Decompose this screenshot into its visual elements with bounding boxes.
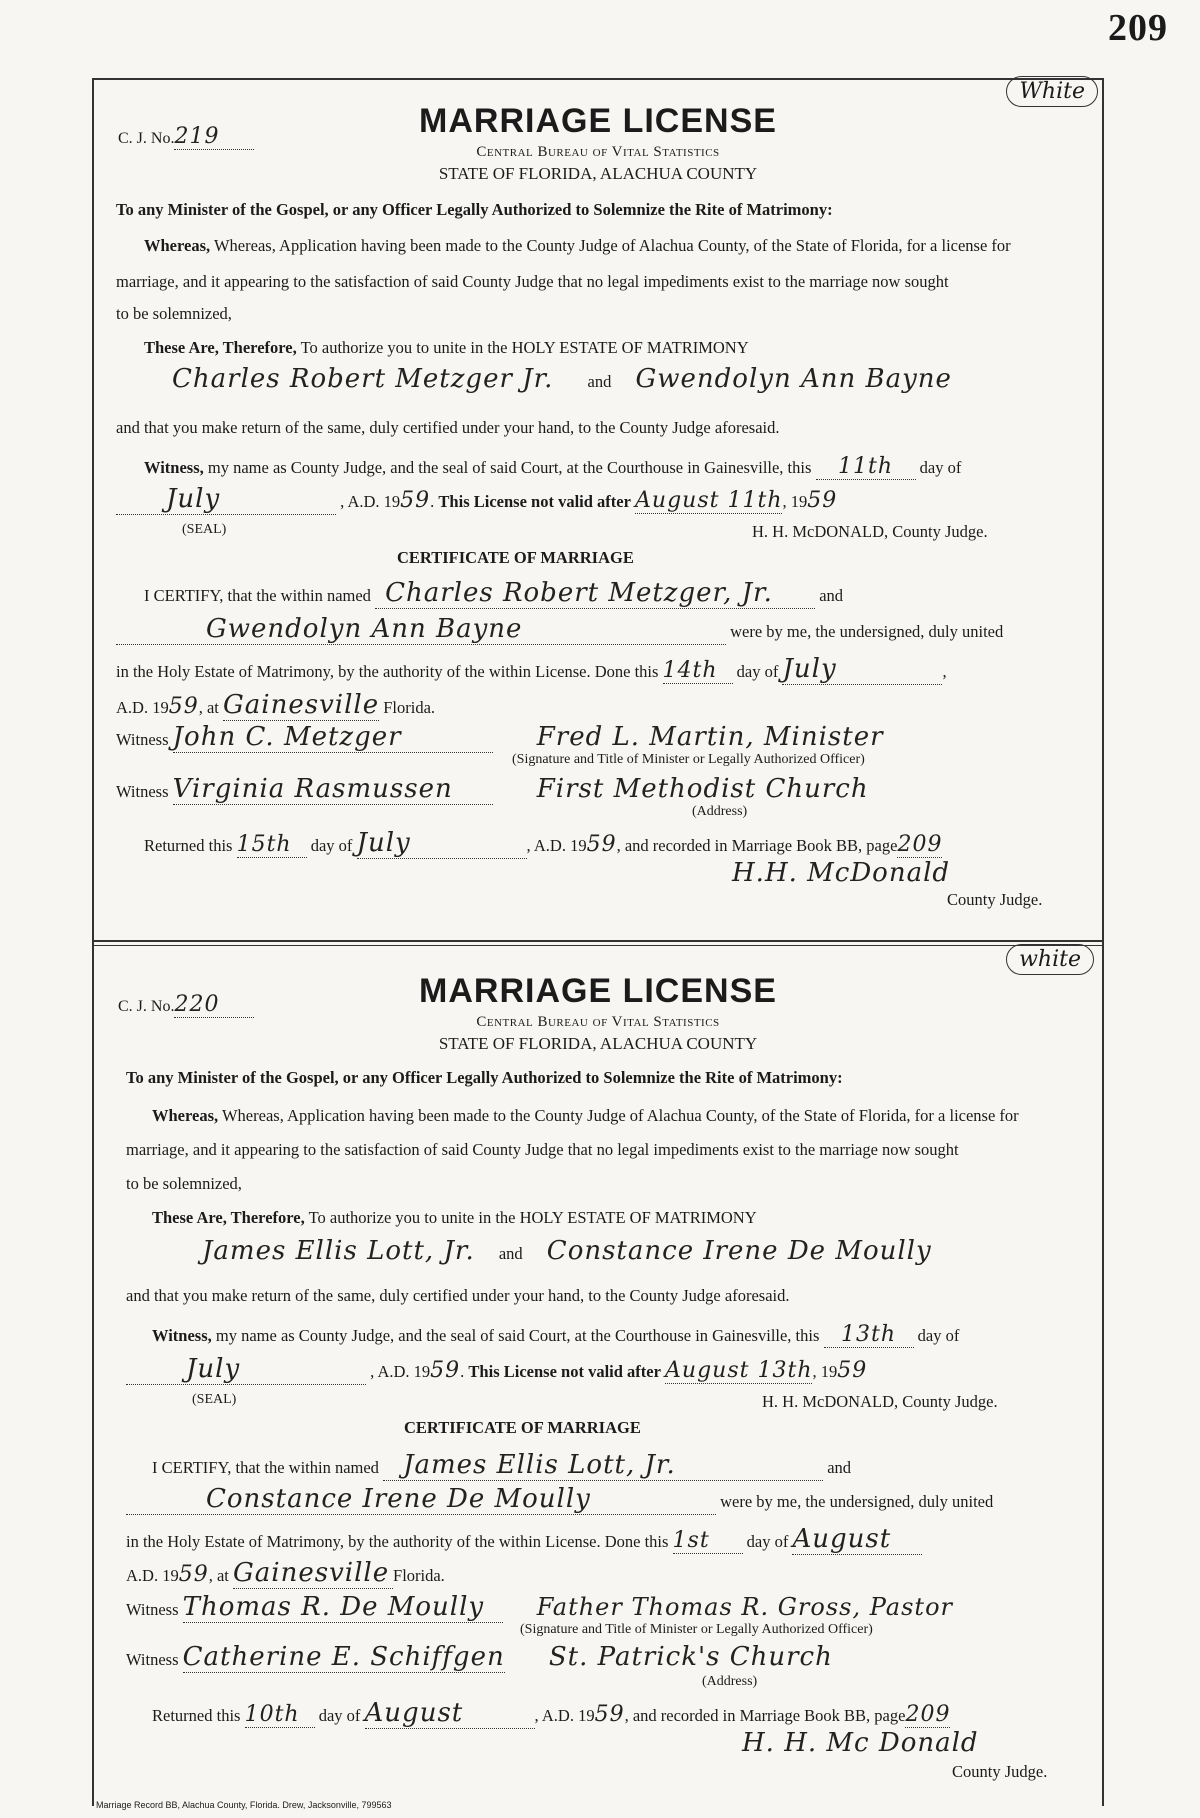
witness-line: Witness, my name as County Judge, and the seal of said Court, at the Courthouse in Gainesville, this 11th day of [144,454,962,479]
bureau-line: Central Bureau of Vital Statistics [476,144,720,160]
book-page: 209 [905,1702,951,1727]
page-number: 209 [1108,7,1168,49]
judge-name: H. H. McDONALD, County Judge. [762,1392,998,1411]
judge-signature: H.H. McDonald [732,858,951,888]
certificate-title: CERTIFICATE OF MARRIAGE [404,1418,641,1437]
church-address: First Methodist Church [536,774,869,804]
witness-2-line: Witness Catherine E. Schiffgen St. Patrick's Church [126,1642,833,1672]
whereas-line-3: to be solemnized, [126,1174,242,1193]
groom-cert: James Ellis Lott, Jr. [383,1450,823,1481]
issue-day: 11th [816,454,916,480]
issue-date-line: July , A.D. 1959. This License not valid after August 13th, 1959 [126,1354,1104,1385]
valid-until: August 11th [635,488,783,513]
issue-month: July [116,484,336,515]
cj-number: C. J. No.220 [118,992,254,1018]
bride-name: Gwendolyn Ann Bayne [635,364,952,394]
bride-cert-line: Gwendolyn Ann Bayne were by me, the undersigned, duly united [116,614,1104,645]
done-month: August [792,1524,922,1555]
witness-1: Thomas R. De Moully [183,1592,503,1623]
officiant: Fred L. Martin, Minister [536,722,884,752]
couple-names: James Ellis Lott, Jr. and Constance Irene De Moully [202,1236,932,1266]
license-title: MARRIAGE LICENSE [419,102,777,140]
judge-signature: H. H. Mc Donald [742,1728,979,1758]
returned-month: August [365,1698,535,1729]
whereas-line-2: marriage, and it appearing to the satisfaction of said County Judge that no legal impediments exist to the marriage now sought [116,272,949,291]
witness-1: John C. Metzger [173,722,493,753]
color-tag: White [1006,76,1098,107]
witness-2: Catherine E. Schiffgen [182,1642,505,1672]
cj-number: C. J. No.219 [118,124,254,150]
address-caption: (Address) [692,804,748,819]
county-line: STATE OF FLORIDA, ALACHUA COUNTY [438,164,758,183]
done-month: July [782,654,942,685]
return-line: and that you make return of the same, duly certified under your hand, to the County Judge aforesaid. [126,1286,790,1305]
returned-line: Returned this 10th day of August , A.D. 1959, and recorded in Marriage Book BB, page209 [152,1698,951,1728]
whereas-line-1: Whereas, Whereas, Application having been made to the County Judge of Alachua County, of the State of Florida, for a license for [144,236,1011,255]
returned-line: Returned this 15th day of July , A.D. 1959, and recorded in Marriage Book BB, page209 [144,828,943,858]
witness-1-line: Witness John C. Metzger Fred L. Martin, Minister [116,722,884,752]
witness-2: Virginia Rasmussen [173,774,493,805]
certify-line: I CERTIFY, that the within named James Ellis Lott, Jr. and [152,1450,852,1480]
signature-caption: (Signature and Title of Minister or Legally Authorized Officer) [512,752,865,767]
returned-day: 15th [237,832,307,858]
seal-label: (SEAL) [182,522,227,537]
couple-names: Charles Robert Metzger Jr. and Gwendolyn Ann Bayne [172,364,952,394]
certify-line: I CERTIFY, that the within named Charles Robert Metzger, Jr. and [144,578,844,608]
county-judge-label: County Judge. [947,890,1043,909]
footer-imprint: Marriage Record BB, Alachua County, Florida. Drew, Jacksonville, 799563 [96,1800,392,1810]
valid-until: August 13th [665,1358,813,1383]
officiant: Father Thomas R. Gross, Pastor [536,1593,953,1621]
signature-caption: (Signature and Title of Minister or Legally Authorized Officer) [520,1622,873,1637]
marriage-place: Gainesville [233,1558,393,1589]
done-line: in the Holy Estate of Matrimony, by the authority of the within License. Done this 1st day of August [126,1524,1104,1555]
color-tag: white [1006,944,1094,975]
address-line: To any Minister of the Gospel, or any Officer Legally Authorized to Solemnize the Rite of Matrimony: [126,1068,843,1087]
county-judge-label: County Judge. [952,1762,1048,1781]
returned-day: 10th [245,1702,315,1728]
return-line: and that you make return of the same, duly certified under your hand, to the County Judge aforesaid. [116,418,780,437]
judge-name: H. H. McDONALD, County Judge. [752,522,988,541]
groom-name: Charles Robert Metzger Jr. [172,364,554,394]
marriage-place: Gainesville [223,690,380,720]
groom-cert: Charles Robert Metzger, Jr. [375,578,815,609]
witness-2-line: Witness Virginia Rasmussen First Methodist Church [116,774,869,804]
place-line: A.D. 1959, at Gainesville Florida. [126,1558,445,1588]
license-title: MARRIAGE LICENSE [419,972,777,1010]
place-line: A.D. 1959, at Gainesville Florida. [116,690,436,720]
address-line: To any Minister of the Gospel, or any Officer Legally Authorized to Solemnize the Rite of Matrimony: [116,200,833,219]
done-day: 14th [663,658,733,684]
groom-name: James Ellis Lott, Jr. [202,1236,475,1266]
address-caption: (Address) [702,1674,758,1689]
whereas-line-2: marriage, and it appearing to the satisfaction of said County Judge that no legal impediments exist to the marriage now sought [126,1140,959,1159]
seal-label: (SEAL) [192,1392,237,1407]
authorize-line: These Are, Therefore, To authorize you to unite in the HOLY ESTATE OF MATRIMONY [152,1208,757,1227]
witness-line: Witness, my name as County Judge, and the seal of said Court, at the Courthouse in Gainesville, this 13th day of [152,1322,960,1347]
returned-month: July [357,828,527,859]
bride-name: Constance Irene De Moully [546,1236,932,1266]
done-day: 1st [673,1528,743,1554]
bride-cert-line: Constance Irene De Moully were by me, the undersigned, duly united [126,1484,1104,1515]
whereas-line-3: to be solemnized, [116,304,232,323]
bureau-line: Central Bureau of Vital Statistics [476,1014,720,1030]
done-line: in the Holy Estate of Matrimony, by the authority of the within License. Done this 14th day of July , [116,654,947,684]
county-line: STATE OF FLORIDA, ALACHUA COUNTY [438,1034,758,1053]
bride-cert: Constance Irene De Moully [126,1484,716,1515]
issue-date-line: July , A.D. 1959. This License not valid after August 11th, 1959 [116,484,1104,515]
church-address: St. Patrick's Church [548,1642,833,1672]
issue-month: July [126,1354,366,1385]
issue-day: 13th [824,1322,914,1348]
license-divider [92,940,1104,946]
book-page: 209 [897,832,943,857]
whereas-line-1: Whereas, Whereas, Application having been made to the County Judge of Alachua County, of the State of Florida, for a license for [152,1106,1019,1125]
witness-1-line: Witness Thomas R. De Moully Father Thomas R. Gross, Pastor [126,1592,953,1622]
authorize-line: These Are, Therefore, To authorize you to unite in the HOLY ESTATE OF MATRIMONY [144,338,749,357]
bride-cert: Gwendolyn Ann Bayne [116,614,726,645]
certificate-title: CERTIFICATE OF MARRIAGE [397,548,634,567]
